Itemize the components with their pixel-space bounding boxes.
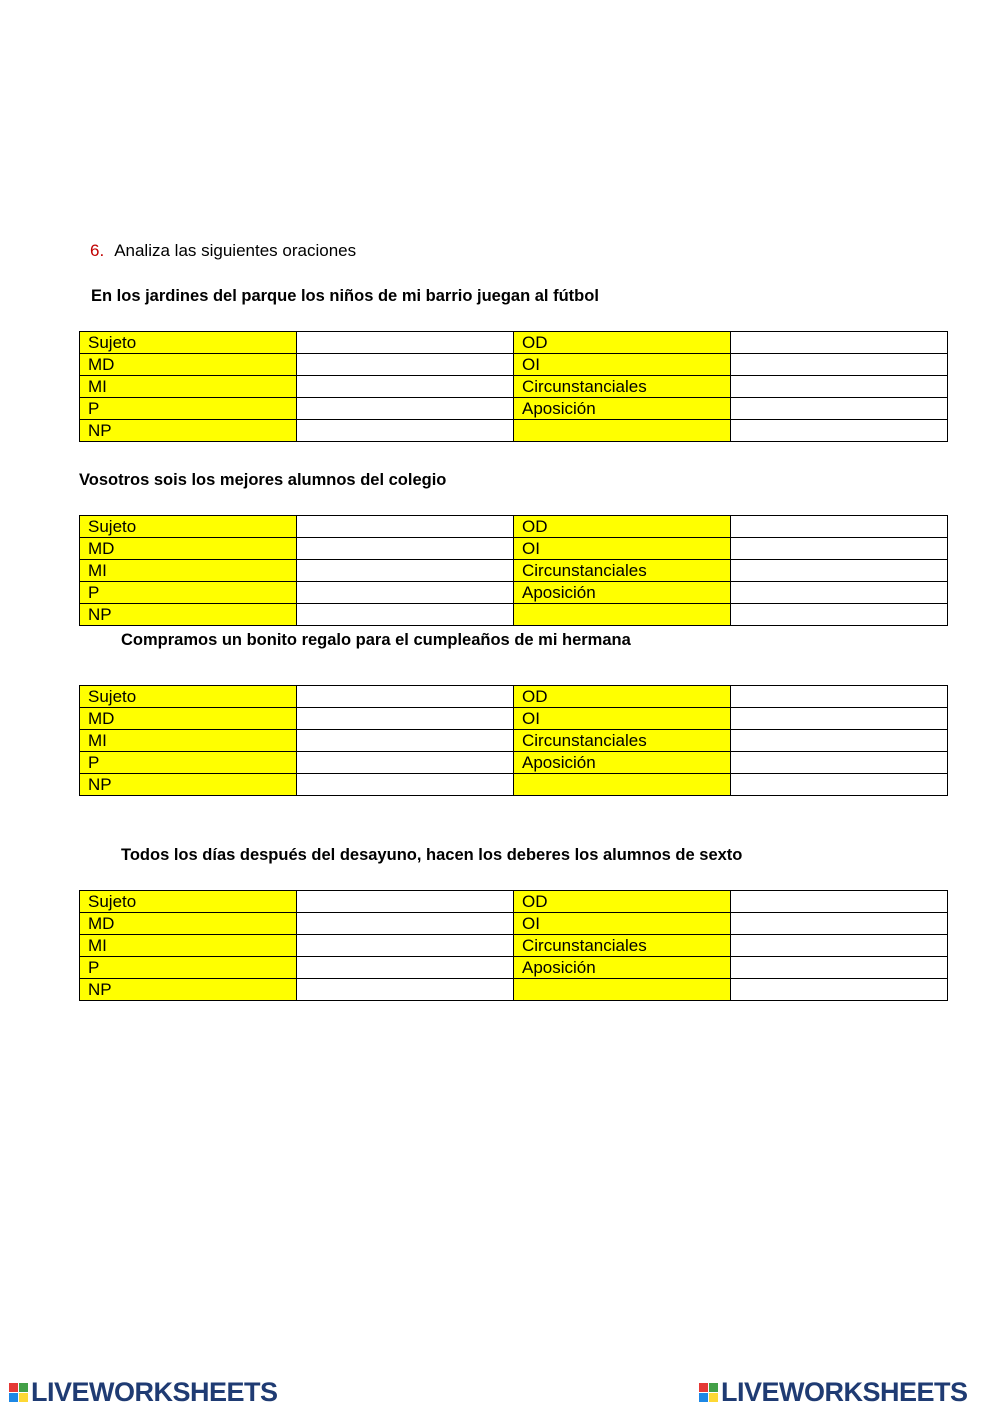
answer-cell[interactable] — [731, 538, 948, 560]
table-row — [80, 730, 948, 752]
answer-cell[interactable] — [731, 891, 948, 913]
row-label: Aposición — [514, 752, 731, 774]
answer-cell[interactable] — [731, 730, 948, 752]
row-label: Circunstanciales — [514, 730, 731, 752]
sentence-3: Compramos un bonito regalo para el cumpleaños de mi hermana — [121, 631, 631, 649]
table-row — [80, 891, 948, 913]
answer-cell[interactable] — [731, 752, 948, 774]
table-row — [80, 708, 948, 730]
row-label: Aposición — [514, 398, 731, 420]
table-row — [80, 420, 948, 442]
row-label: MI — [80, 560, 297, 582]
answer-cell[interactable] — [297, 774, 514, 796]
row-label: MD — [80, 913, 297, 935]
row-label: Sujeto — [80, 516, 297, 538]
row-label: Aposición — [514, 582, 731, 604]
row-label: P — [80, 582, 297, 604]
row-label: Circunstanciales — [514, 376, 731, 398]
row-label: OI — [514, 913, 731, 935]
answer-cell[interactable] — [731, 957, 948, 979]
row-label: MI — [80, 730, 297, 752]
row-label: Sujeto — [80, 686, 297, 708]
row-label: Sujeto — [80, 332, 297, 354]
table-row — [80, 686, 948, 708]
table-row — [80, 376, 948, 398]
table-row — [80, 979, 948, 1001]
row-label: NP — [80, 604, 297, 626]
answer-cell[interactable] — [731, 686, 948, 708]
answer-cell[interactable] — [297, 376, 514, 398]
analysis-table-2 — [79, 515, 948, 626]
table-row — [80, 752, 948, 774]
row-label: MD — [80, 354, 297, 376]
row-label: MD — [80, 538, 297, 560]
answer-cell[interactable] — [731, 354, 948, 376]
table-row — [80, 560, 948, 582]
answer-cell[interactable] — [731, 604, 948, 626]
answer-cell[interactable] — [297, 891, 514, 913]
answer-cell[interactable] — [731, 398, 948, 420]
analysis-table-1 — [79, 331, 948, 442]
answer-cell[interactable] — [297, 686, 514, 708]
answer-cell[interactable] — [297, 730, 514, 752]
row-label: P — [80, 398, 297, 420]
instruction-text: Analiza las siguientes oraciones — [114, 241, 357, 260]
row-label: Sujeto — [80, 891, 297, 913]
answer-cell[interactable] — [731, 376, 948, 398]
sentence-2: Vosotros sois los mejores alumnos del colegio — [79, 471, 447, 489]
answer-cell[interactable] — [297, 708, 514, 730]
sentence-1: En los jardines del parque los niños de mi barrio juegan al fútbol — [91, 287, 599, 305]
table-row — [80, 332, 948, 354]
row-label: Aposición — [514, 957, 731, 979]
row-label: OI — [514, 538, 731, 560]
answer-cell[interactable] — [297, 752, 514, 774]
row-label — [514, 604, 731, 626]
row-label: Circunstanciales — [514, 560, 731, 582]
table-row — [80, 516, 948, 538]
logo-text: LIVEWORKSHEETS — [721, 1377, 968, 1407]
answer-cell[interactable] — [731, 935, 948, 957]
answer-cell[interactable] — [297, 538, 514, 560]
row-label: OD — [514, 516, 731, 538]
answer-cell[interactable] — [297, 604, 514, 626]
sentence-4: Todos los días después del desayuno, hacen los deberes los alumnos de sexto — [121, 846, 743, 864]
row-label: P — [80, 957, 297, 979]
answer-cell[interactable] — [297, 560, 514, 582]
row-label: OI — [514, 708, 731, 730]
row-label — [514, 420, 731, 442]
row-label: NP — [80, 774, 297, 796]
answer-cell[interactable] — [731, 582, 948, 604]
row-label: OD — [514, 332, 731, 354]
answer-cell[interactable] — [297, 935, 514, 957]
analysis-table-3 — [79, 685, 948, 796]
answer-cell[interactable] — [731, 560, 948, 582]
row-label: MD — [80, 708, 297, 730]
table-row — [80, 538, 948, 560]
answer-cell[interactable] — [297, 354, 514, 376]
answer-cell[interactable] — [297, 979, 514, 1001]
table-row — [80, 957, 948, 979]
answer-cell[interactable] — [731, 420, 948, 442]
table-row — [80, 774, 948, 796]
answer-cell[interactable] — [731, 913, 948, 935]
answer-cell[interactable] — [297, 516, 514, 538]
answer-cell[interactable] — [297, 582, 514, 604]
table-row — [80, 935, 948, 957]
row-label — [514, 979, 731, 1001]
answer-cell[interactable] — [297, 398, 514, 420]
answer-cell[interactable] — [731, 774, 948, 796]
answer-cell[interactable] — [731, 979, 948, 1001]
row-label: NP — [80, 420, 297, 442]
table-row — [80, 582, 948, 604]
answer-cell[interactable] — [731, 708, 948, 730]
row-label: MI — [80, 376, 297, 398]
answer-cell[interactable] — [731, 516, 948, 538]
instruction-number: 6. — [90, 241, 105, 260]
liveworksheets-icon — [699, 1383, 718, 1402]
instruction — [90, 241, 356, 261]
row-label: MI — [80, 935, 297, 957]
row-label: OD — [514, 891, 731, 913]
row-label: NP — [80, 979, 297, 1001]
analysis-table-4 — [79, 890, 948, 1001]
answer-cell[interactable] — [297, 420, 514, 442]
answer-cell[interactable] — [297, 957, 514, 979]
row-label: P — [80, 752, 297, 774]
table-row — [80, 354, 948, 376]
row-label: Circunstanciales — [514, 935, 731, 957]
liveworksheets-logo-left — [9, 1377, 278, 1408]
table-row — [80, 604, 948, 626]
answer-cell[interactable] — [297, 332, 514, 354]
answer-cell[interactable] — [297, 913, 514, 935]
logo-text: LIVEWORKSHEETS — [31, 1377, 278, 1407]
row-label: OD — [514, 686, 731, 708]
liveworksheets-icon — [9, 1383, 28, 1402]
row-label — [514, 774, 731, 796]
table-row — [80, 398, 948, 420]
table-row — [80, 913, 948, 935]
answer-cell[interactable] — [731, 332, 948, 354]
row-label: OI — [514, 354, 731, 376]
liveworksheets-logo-right — [699, 1377, 968, 1408]
